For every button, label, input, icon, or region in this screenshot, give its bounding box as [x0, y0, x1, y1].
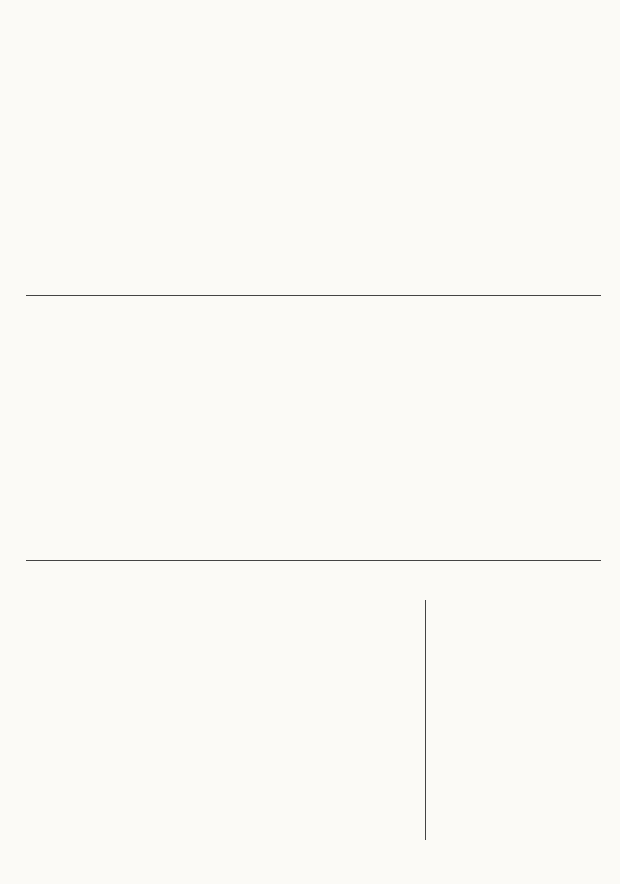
divider-bottom — [26, 560, 601, 561]
divider-program — [425, 600, 426, 840]
divider-top — [26, 295, 601, 296]
